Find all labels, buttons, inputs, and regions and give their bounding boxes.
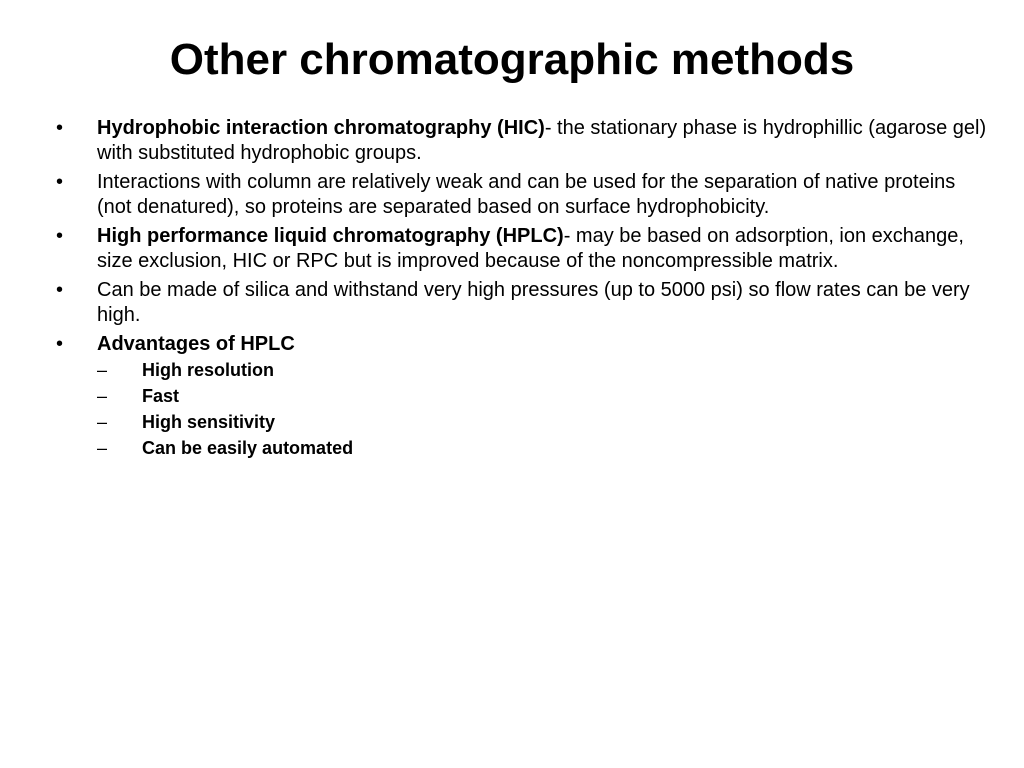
sub-bullet-item: [97, 437, 991, 459]
sub-bullet-text: Can be easily automated: [142, 438, 354, 458]
bullet-marker: •: [56, 333, 64, 355]
slide-title: Other chromatographic methods: [169, 35, 855, 84]
dash-marker: –: [97, 412, 108, 432]
sub-bullet-text: High resolution: [142, 360, 274, 380]
bullet-marker: •: [56, 171, 64, 193]
bullet-item: [56, 116, 991, 166]
sub-bullet-item: [97, 411, 991, 433]
bullet-marker: •: [56, 225, 64, 247]
dash-marker: –: [97, 360, 108, 380]
bullet-item: [56, 170, 991, 220]
bullet-list: [56, 116, 991, 463]
bullet-text: - the stationary phase is hydrophillic (agarose gel) with substituted hydrophobic groups.: [97, 117, 987, 164]
bullet-marker: •: [56, 279, 64, 301]
sub-bullet-text: Fast: [142, 386, 180, 406]
bullet-item: [56, 332, 991, 459]
bullet-bold-text: Hydrophobic interaction chromatography (HIC): [97, 117, 545, 139]
bullet-text: - may be based on adsorption, ion exchange, size exclusion, HIC or RPC but is improved because of the noncompressible matrix.: [97, 225, 964, 272]
bullet-bold-text: Advantages of HPLC: [97, 333, 295, 355]
bullet-text: Interactions with column are relatively weak and can be used for the separation of native proteins (not denatured), so proteins are separated based on surface hydrophobicity.: [97, 171, 956, 218]
bullet-item: [56, 278, 991, 328]
sub-bullet-text: High sensitivity: [142, 412, 276, 432]
dash-marker: –: [97, 438, 108, 458]
sub-bullet-item: [97, 359, 991, 381]
bullet-item: [56, 224, 991, 274]
sub-bullet-list: [97, 359, 991, 459]
bullet-bold-text: High performance liquid chromatography (HPLC): [97, 225, 564, 247]
sub-bullet-item: [97, 385, 991, 407]
bullet-marker: •: [56, 117, 64, 139]
bullet-text: Can be made of silica and withstand very high pressures (up to 5000 psi) so flow rates can be very high.: [97, 279, 970, 326]
dash-marker: –: [97, 386, 108, 406]
